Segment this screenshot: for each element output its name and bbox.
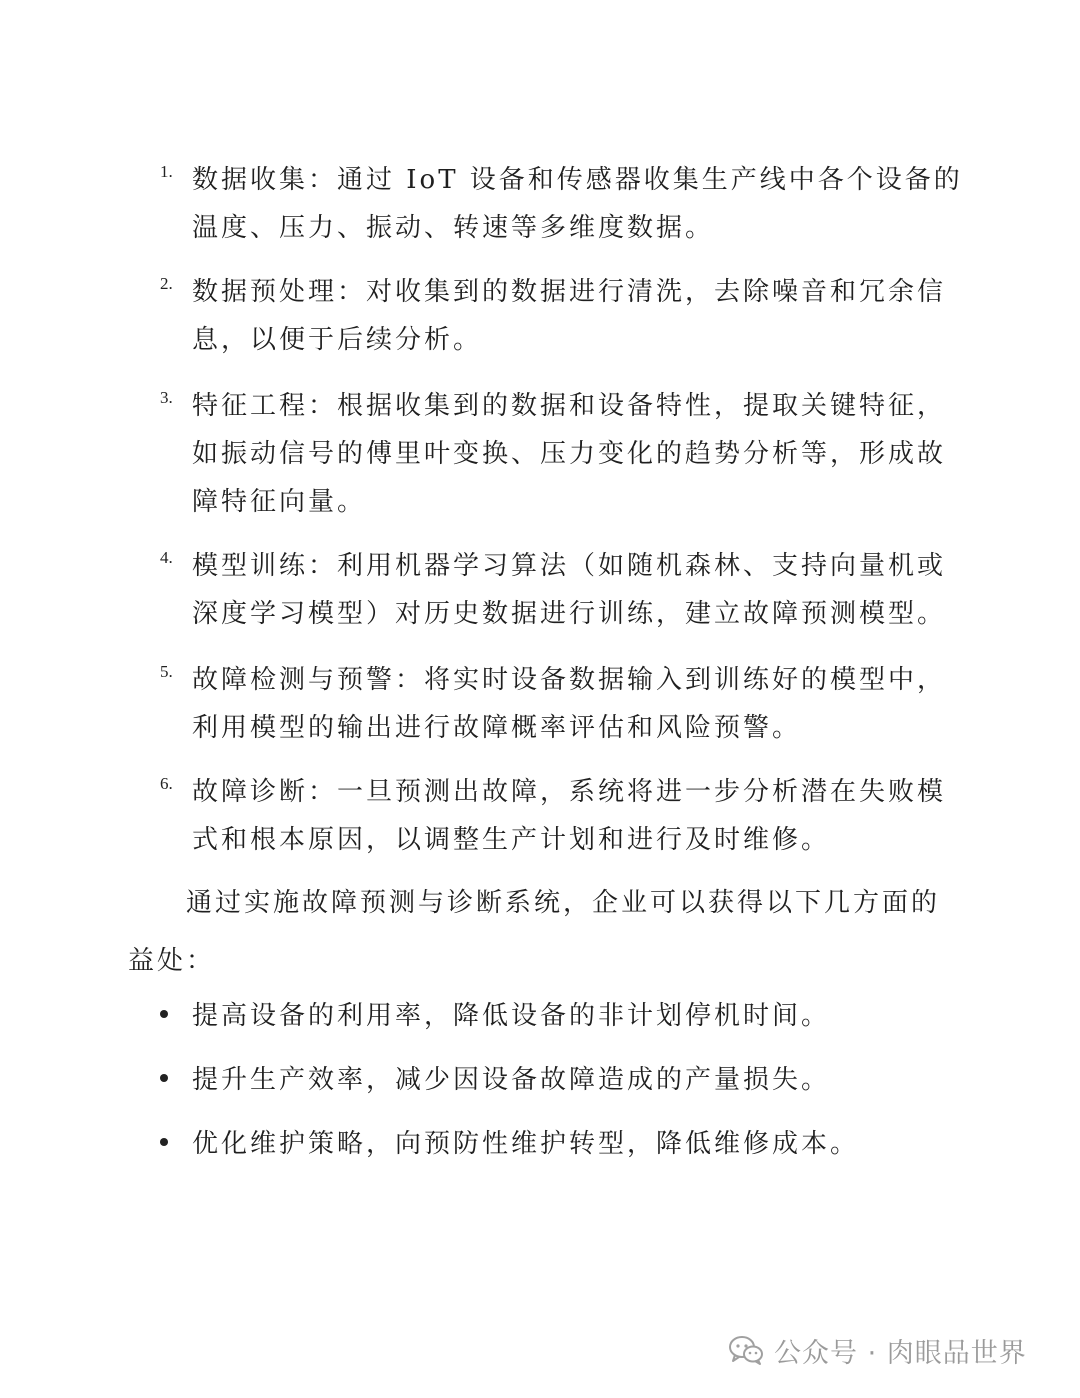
list-number: 4. (160, 548, 173, 567)
body-paragraph: 通过实施故障预测与诊断系统，企业可以获得以下几方面的益处： (128, 888, 941, 976)
wechat-icon (728, 1334, 764, 1366)
list-item-text: 数据预处理：对收集到的数据进行清洗，去除噪音和冗余信息，以便于后续分析。 (192, 277, 947, 355)
list-item-text: 故障诊断：一旦预测出故障，系统将进一步分析潜在失败模式和根本原因，以调整生产计划和进行及时维修。 (192, 777, 947, 855)
bullet-icon (160, 1074, 168, 1082)
list-item-text: 模型训练：利用机器学习算法（如随机森林、支持向量机或深度学习模型）对历史数据进行训练，建立故障预测模型。 (192, 551, 947, 629)
list-item-text: 特征工程：根据收集到的数据和设备特性，提取关键特征，如振动信号的傅里叶变换、压力变化的趋势分析等，形成故障特征向量。 (192, 391, 947, 517)
list-number: 2. (160, 274, 173, 293)
watermark-text: 公众号 · 肉眼品世界 (774, 1337, 1027, 1369)
list-item-text: 数据收集：通过 IoT 设备和传感器收集生产线中各个设备的温度、压力、振动、转速等多维度数据。 (192, 165, 963, 243)
bullet-item-text: 提高设备的利用率，降低设备的非计划停机时间。 (192, 1001, 831, 1031)
bullet-icon (160, 1010, 168, 1018)
list-number: 3. (160, 388, 173, 407)
bullet-item-text: 提升生产效率，减少因设备故障造成的产量损失。 (192, 1065, 831, 1095)
list-number: 1. (160, 162, 173, 181)
watermark (728, 1330, 1027, 1370)
bullet-item-text: 优化维护策略，向预防性维护转型，降低维修成本。 (192, 1129, 860, 1159)
list-number: 5. (160, 662, 173, 681)
list-number: 6. (160, 774, 173, 793)
list-item-text: 故障检测与预警：将实时设备数据输入到训练好的模型中，利用模型的输出进行故障概率评估和风险预警。 (192, 665, 947, 743)
bullet-icon (160, 1138, 168, 1146)
